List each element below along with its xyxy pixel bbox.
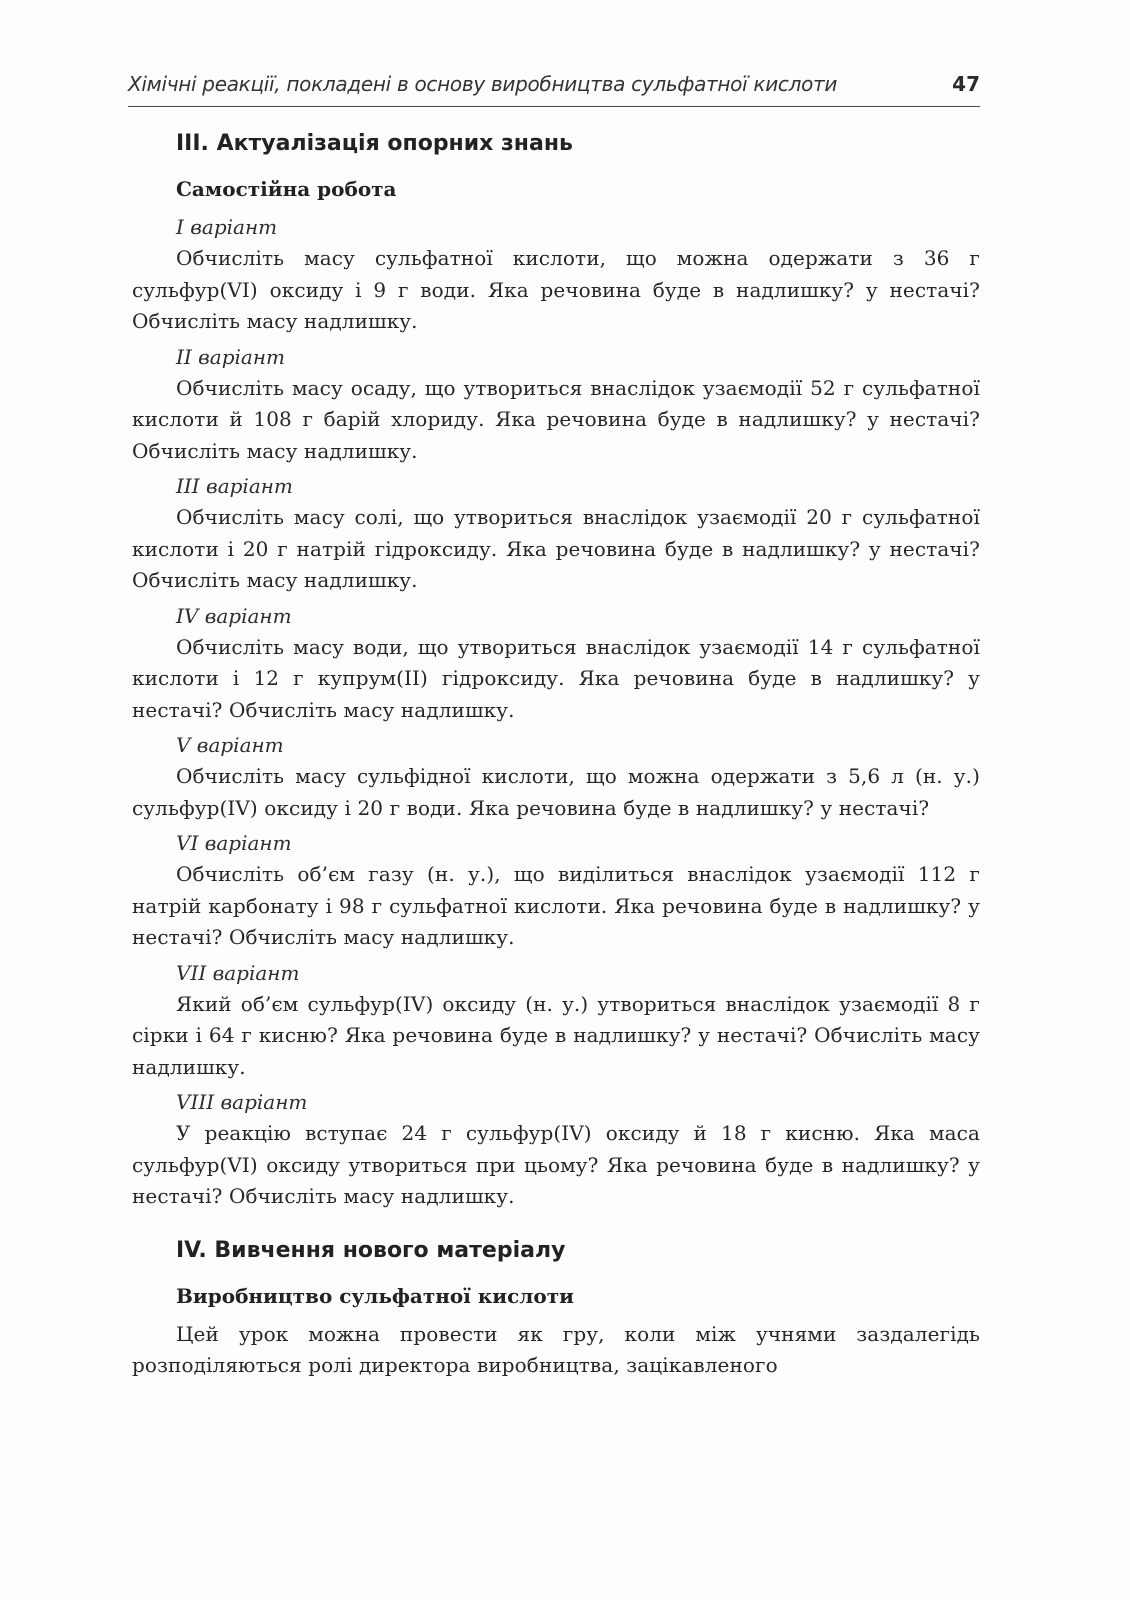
section-actualization (132, 126, 980, 1213)
variant-title: VIII варіант (176, 1090, 308, 1114)
variant-6 (132, 828, 980, 954)
section-heading: IV. Вивчення нового матеріалу (176, 1237, 566, 1263)
variant-title: IV варіант (176, 603, 292, 628)
subheading-independent-work: Самостійна робота (176, 177, 397, 201)
running-header-title: Хімічні реакції, покладені в основу виробництва сульфатної кислоти (128, 72, 838, 96)
variant-title: III варіант (176, 474, 293, 498)
variant-5 (132, 730, 980, 824)
running-header (128, 72, 980, 107)
variant-text: Який об’єм сульфур(IV) оксиду (н. у.) утвориться внаслідок узаємодії 8 г сірки і 64 г кисню? Яка речовина буде в надлишку? у нестачі? Обчисліть масу надлишку. (132, 991, 980, 1079)
variant-text: Обчисліть об’єм газу (н. у.), що виділиться внаслідок узаємодії 112 г натрій карбонату і 98 г сульфатної кислоти. Яка речовина буде в надлишку? у нестачі? Обчисліть масу надлишку. (132, 862, 980, 949)
variant-3 (132, 471, 980, 597)
variant-text: Обчисліть масу сульфатної кислоти, що можна одержати з 36 г сульфур(VI) оксиду і 9 г води. Яка речовина буде в надлишку? у нестачі? Обчисліть масу надлишку. (132, 246, 980, 333)
variant-title: VI варіант (176, 831, 292, 855)
variant-7 (132, 958, 980, 1084)
variant-text: Обчисліть масу солі, що утвориться внаслідок узаємодії 20 г сульфатної кислоти і 20 г натрій гідроксиду. Яка речовина буде в надлишку? у нестачі? Обчисліть масу надлишку. (132, 505, 980, 592)
variant-text: У реакцію вступає 24 г сульфур(IV) оксиду й 18 г кисню. Яка маса сульфур(VI) оксиду утвориться при цьому? Яка речовина буде в надлишку? у нестачі? Обчисліть масу надлишку. (132, 1121, 980, 1208)
variant-1 (132, 212, 980, 338)
variant-title: II варіант (176, 344, 285, 369)
body-paragraph: Цей урок можна провести як гру, коли між учнями заздалегідь розподіляються ролі директора виробництва, зацікавленого (132, 1321, 980, 1377)
variant-text: Обчисліть масу води, що утвориться внаслідок узаємодії 14 г сульфатної кислоти і 12 г купрум(II) гідроксиду. Яка речовина буде в надлишку? у нестачі? Обчисліть масу надлишку. (132, 634, 980, 722)
variant-2 (132, 342, 980, 468)
variant-8 (132, 1087, 980, 1213)
page-content (132, 126, 980, 1382)
page-number: 47 (952, 72, 980, 96)
variant-text: Обчисліть масу сульфідної кислоти, що можна одержати з 5,6 л (н. у.) сульфур(IV) оксиду і 20 г води. Яка речовина буде в надлишку? у нестачі? (132, 764, 980, 820)
variant-title: V варіант (176, 733, 284, 757)
variant-title: I варіант (176, 215, 278, 239)
variant-title: VII варіант (176, 960, 300, 985)
variant-text: Обчисліть масу осаду, що утвориться внаслідок узаємодії 52 г сульфатної кислоти й 108 г барій хлориду. Яка речовина буде в надлишку? у нестачі? Обчисліть масу надлишку. (132, 375, 980, 463)
section-new-material (132, 1233, 980, 1382)
variant-4 (132, 601, 980, 727)
section-heading: III. Актуалізація опорних знань (176, 131, 573, 156)
section-gap (132, 1217, 980, 1233)
subheading-production: Виробництво сульфатної кислоти (176, 1283, 574, 1308)
